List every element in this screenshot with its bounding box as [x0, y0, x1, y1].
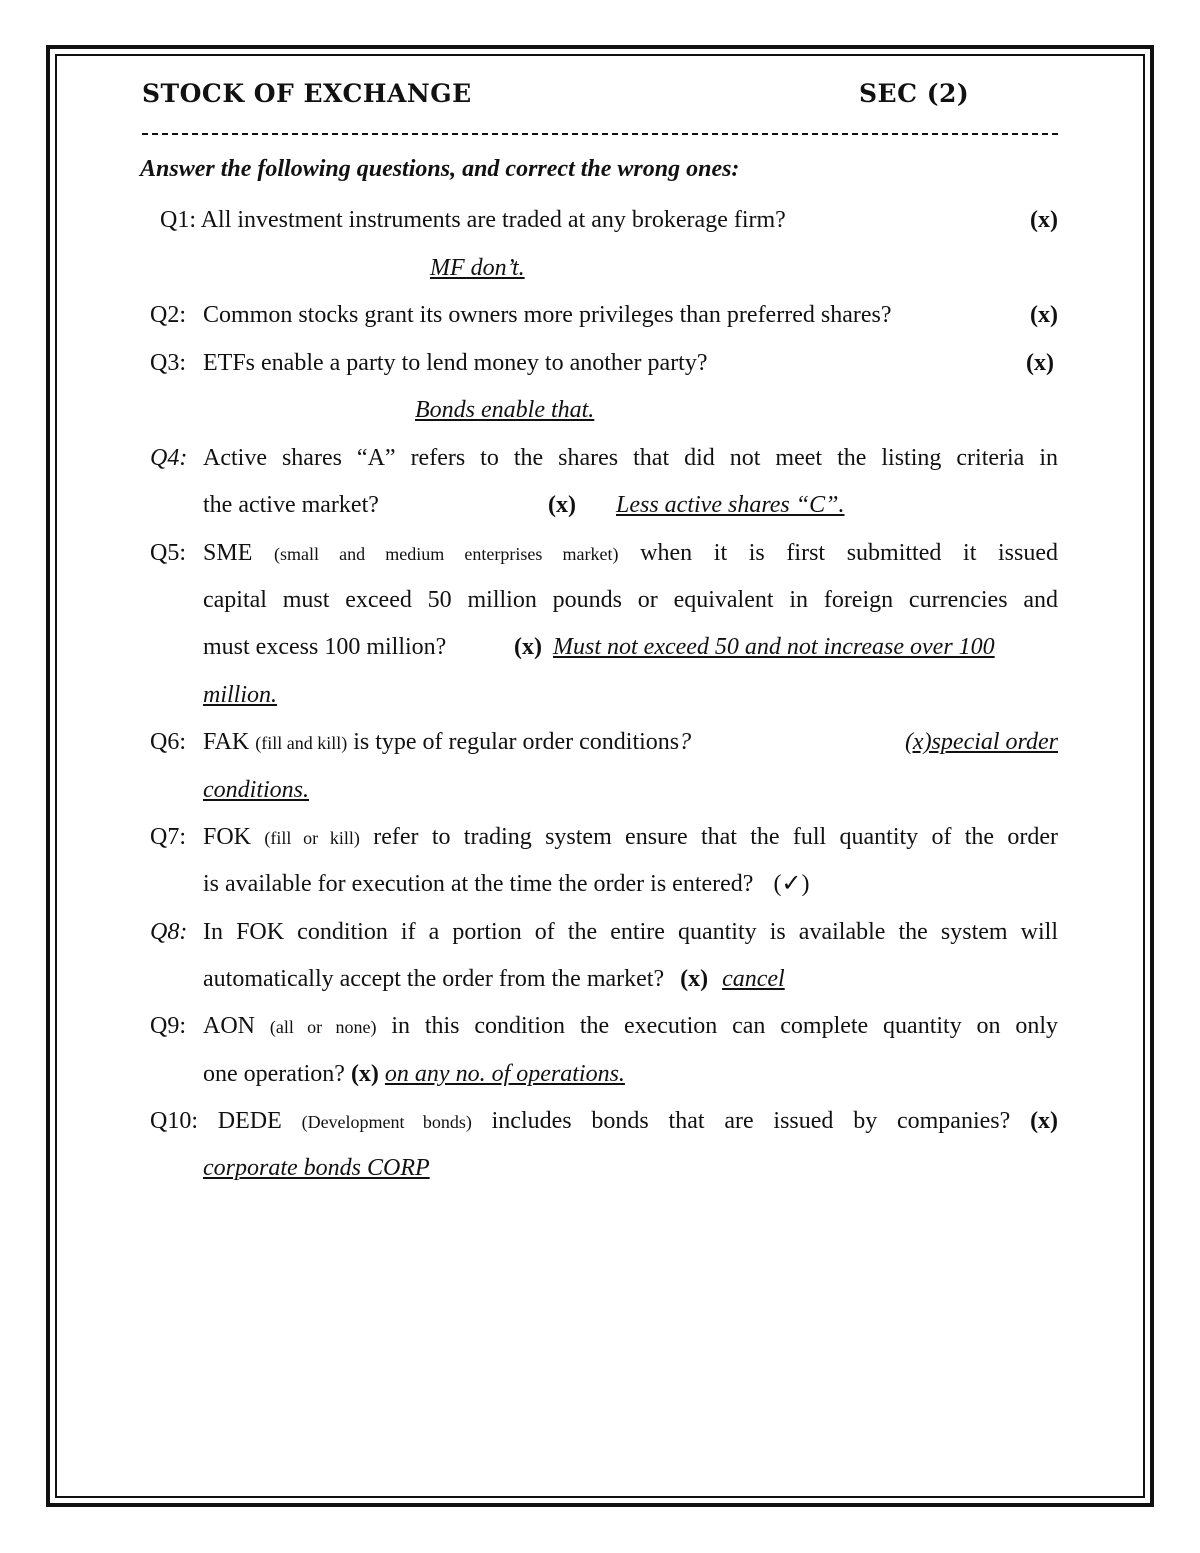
question-number: Q10:	[150, 1108, 198, 1134]
question-7-line-2	[203, 869, 810, 899]
question-text: ETFs enable a party to lend money to another party?	[203, 350, 708, 376]
question-text-continued: automatically accept the order from the market?	[203, 966, 665, 992]
question-text	[203, 727, 691, 758]
question-text-continued: must excess 100 million?	[203, 634, 447, 660]
question-5-answer-line	[203, 680, 277, 710]
answer-correction: Must not exceed 50 and not increase over 100	[553, 634, 995, 660]
question-1-answer-line	[430, 253, 525, 283]
question-10-answer-line	[203, 1153, 430, 1183]
term: SME	[203, 540, 253, 566]
term: DEDE	[217, 1108, 282, 1134]
question-3-answer-line	[415, 395, 594, 425]
answer-correction: on any no. of operations.	[384, 1061, 625, 1087]
question-mark-wrong: (x)	[680, 966, 709, 992]
question-5-line-2	[203, 585, 1058, 615]
term-expansion: (fill and kill)	[255, 733, 348, 753]
page-header	[142, 79, 1060, 115]
question-text	[203, 1011, 1058, 1042]
question-mark-wrong: (x)	[1030, 207, 1058, 233]
question-mark-correct: (✓)	[773, 871, 810, 897]
question-number: Q4:	[150, 445, 188, 471]
question-number: Q3:	[150, 350, 186, 376]
answer-correction: cancel	[722, 966, 785, 992]
term-expansion: (small and medium enterprises market)	[274, 544, 619, 564]
question-1-line	[160, 205, 1058, 235]
answer-correction-continued: million.	[203, 682, 278, 708]
answer-correction: corporate bonds CORP	[203, 1155, 430, 1181]
question-number: Q6:	[150, 729, 186, 755]
question-8-line-2	[203, 964, 785, 994]
question-5-line-3	[203, 632, 1058, 662]
section-label: SEC (2)	[859, 79, 970, 108]
question-text-continued: the active market?	[203, 492, 379, 518]
term-expansion: (fill or kill)	[264, 828, 360, 848]
term: FOK	[203, 824, 252, 850]
answer-correction: MF don’t.	[430, 255, 525, 281]
question-mark-symbol: ?	[679, 729, 692, 755]
question-number: Q8:	[150, 919, 188, 945]
answer-correction-continued: conditions.	[203, 777, 309, 803]
question-mark-wrong: (x)	[1030, 302, 1058, 328]
term: FAK	[203, 729, 250, 755]
question-text-continued: one operation?	[203, 1061, 345, 1087]
question-mark-wrong: (x)	[514, 634, 542, 660]
question-text: In FOK condition if a portion of the entire quantity is available the system will	[203, 919, 1058, 945]
question-text-rest: includes bonds that are issued by companies?	[491, 1108, 1011, 1134]
question-mark-wrong: (x)	[1026, 350, 1054, 376]
question-text-rest: is type of regular order conditions	[353, 729, 680, 755]
question-text-rest: when it is first submitted it issued	[640, 540, 1059, 566]
question-number: Q2:	[150, 302, 186, 328]
question-number: Q1:	[160, 207, 196, 233]
question-number: Q5:	[150, 540, 186, 566]
question-text-continued: is available for execution at the time the order is entered?	[203, 871, 754, 897]
term: AON	[203, 1013, 255, 1039]
question-text	[203, 538, 1058, 569]
document-title: STOCK OF EXCHANGE	[142, 79, 472, 108]
term-expansion: (Development bonds)	[301, 1112, 472, 1132]
question-text	[150, 1106, 1058, 1137]
term-expansion: (all or none)	[269, 1017, 377, 1037]
question-text	[203, 822, 1058, 853]
question-mark-wrong: (x)	[350, 1061, 379, 1087]
question-text: Common stocks grant its owners more privileges than preferred shares?	[203, 302, 892, 328]
question-text-rest: refer to trading system ensure that the full quantity of the order	[373, 824, 1059, 850]
question-number: Q9:	[150, 1013, 186, 1039]
answer-correction: Bonds enable that.	[415, 397, 595, 423]
question-text-rest: in this condition the execution can complete quantity on only	[391, 1013, 1059, 1039]
question-number: Q7:	[150, 824, 186, 850]
question-4-line-2	[203, 490, 845, 520]
question-text: Active shares “A” refers to the shares that did not meet the listing criteria in	[203, 445, 1058, 471]
question-mark-wrong: (x)	[1030, 1108, 1059, 1134]
dashed-divider	[142, 133, 1058, 135]
answer-correction: Less active shares “C”.	[616, 492, 845, 518]
answer-correction: (x)special order	[904, 729, 1058, 755]
question-9-line-2	[203, 1059, 625, 1089]
question-text-continued: capital must exceed 50 million pounds or equivalent in foreign currencies and	[203, 587, 1058, 613]
question-6-answer-line	[203, 775, 309, 805]
question-mark-wrong: (x)	[548, 492, 576, 518]
question-text: All investment instruments are traded at any brokerage firm?	[200, 207, 786, 233]
instruction-text: Answer the following questions, and correct the wrong ones:	[140, 156, 740, 182]
question-10-line	[150, 1106, 1058, 1137]
